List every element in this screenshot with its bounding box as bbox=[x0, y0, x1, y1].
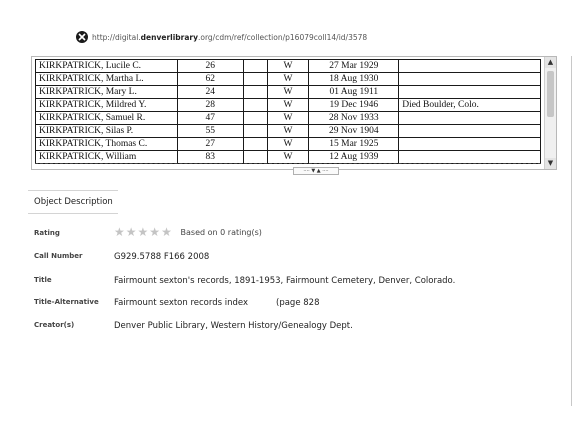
ledger-name-cell: KIRKPATRICK, William bbox=[36, 151, 178, 164]
ledger-race-cell: W bbox=[267, 73, 309, 86]
ledger-row bbox=[36, 99, 541, 112]
ledger-row bbox=[36, 86, 541, 99]
ledger-blank-cell bbox=[243, 73, 267, 86]
ledger-date-cell: 01 Aug 1911 bbox=[309, 86, 399, 99]
ledger-remark-cell bbox=[399, 73, 541, 86]
creators-label: Creator(s) bbox=[34, 321, 75, 329]
ledger-age-cell: 55 bbox=[177, 125, 243, 138]
ledger-date-cell: 12 Aug 1939 bbox=[309, 151, 399, 164]
ledger-age-cell: 27 bbox=[177, 138, 243, 151]
ledger-blank-cell bbox=[243, 125, 267, 138]
ledger-blank-cell bbox=[243, 99, 267, 112]
title-alternative-value bbox=[114, 298, 320, 308]
ledger-race-cell: W bbox=[267, 125, 309, 138]
ledger-age-cell: 28 bbox=[177, 99, 243, 112]
call-number-value: G929.5788 F166 2008 bbox=[114, 252, 210, 262]
ledger-remark-cell bbox=[399, 112, 541, 125]
ledger-name-cell: KIRKPATRICK, Silas P. bbox=[36, 125, 178, 138]
vertical-scrollbar[interactable] bbox=[544, 57, 556, 169]
url-text[interactable] bbox=[92, 33, 367, 42]
rating-star-icon[interactable]: ★ bbox=[125, 225, 137, 239]
ledger-row bbox=[36, 138, 541, 151]
ledger-remark-cell bbox=[399, 125, 541, 138]
rating-value bbox=[114, 227, 262, 238]
address-bar[interactable] bbox=[76, 30, 367, 44]
rating-star-icon[interactable]: ★ bbox=[149, 225, 161, 239]
ledger-row bbox=[36, 60, 541, 73]
title-label: Title bbox=[34, 276, 52, 284]
ledger-name-cell: KIRKPATRICK, Lucile C. bbox=[36, 60, 178, 73]
ledger-date-cell: 29 Nov 1904 bbox=[309, 125, 399, 138]
call-number-label: Call Number bbox=[34, 252, 83, 260]
title-alternative-text: Fairmount sexton records index bbox=[114, 298, 249, 308]
ledger-blank-cell bbox=[243, 112, 267, 125]
ledger-row bbox=[36, 112, 541, 125]
ledger-date-cell: 15 Mar 1925 bbox=[309, 138, 399, 151]
document-image-viewer[interactable] bbox=[31, 56, 557, 170]
rating-star-icon[interactable]: ★ bbox=[161, 225, 172, 239]
tab-object-description[interactable]: Object Description bbox=[28, 190, 118, 214]
ledger-race-cell: W bbox=[267, 86, 309, 99]
url-prefix: http://digital. bbox=[92, 32, 141, 42]
ledger-row bbox=[36, 125, 541, 138]
ledger-remark-cell: Died Boulder, Colo. bbox=[399, 99, 541, 112]
ledger-race-cell: W bbox=[267, 60, 309, 73]
ledger-date-cell: 18 Aug 1930 bbox=[309, 73, 399, 86]
scroll-up-icon[interactable]: ▲ bbox=[545, 57, 556, 68]
ledger-name-cell: KIRKPATRICK, Martha L. bbox=[36, 73, 178, 86]
rating-star-icon[interactable]: ★ bbox=[137, 225, 149, 239]
ledger-row bbox=[36, 151, 541, 164]
ledger-blank-cell bbox=[243, 138, 267, 151]
page-note: (page 828 bbox=[276, 298, 320, 308]
ledger-cutoff-row bbox=[35, 163, 541, 167]
ledger-name-cell: KIRKPATRICK, Mary L. bbox=[36, 86, 178, 99]
ledger-row bbox=[36, 73, 541, 86]
ledger-age-cell: 62 bbox=[177, 73, 243, 86]
ledger-remark-cell bbox=[399, 138, 541, 151]
ledger-remark-cell bbox=[399, 151, 541, 164]
ledger-blank-cell bbox=[243, 86, 267, 99]
title-value: Fairmount sexton's records, 1891-1953, Fairmount Cemetery, Denver, Colorado. bbox=[114, 276, 456, 286]
url-domain: denverlibrary bbox=[140, 32, 198, 42]
ledger-age-cell: 47 bbox=[177, 112, 243, 125]
ledger-race-cell: W bbox=[267, 151, 309, 164]
ledger-name-cell: KIRKPATRICK, Samuel R. bbox=[36, 112, 178, 125]
ledger-date-cell: 19 Dec 1946 bbox=[309, 99, 399, 112]
viewer-pager-control[interactable]: ···· ▼ ▲ ···· bbox=[293, 167, 339, 175]
ledger-race-cell: W bbox=[267, 112, 309, 125]
site-favicon-icon bbox=[76, 31, 88, 43]
ledger-race-cell: W bbox=[267, 99, 309, 112]
ledger-age-cell: 83 bbox=[177, 151, 243, 164]
ledger-remark-cell bbox=[399, 60, 541, 73]
ledger-age-cell: 26 bbox=[177, 60, 243, 73]
scrollbar-thumb[interactable] bbox=[547, 71, 554, 117]
title-alternative-label: Title-Alternative bbox=[34, 298, 99, 306]
rating-label: Rating bbox=[34, 229, 60, 237]
ledger-remark-cell bbox=[399, 86, 541, 99]
ledger-name-cell: KIRKPATRICK, Thomas C. bbox=[36, 138, 178, 151]
ledger-race-cell: W bbox=[267, 138, 309, 151]
panel-divider bbox=[571, 56, 572, 406]
ledger-blank-cell bbox=[243, 151, 267, 164]
url-suffix: .org/cdm/ref/collection/p16079coll14/id/3578 bbox=[198, 32, 368, 42]
ledger-date-cell: 28 Nov 1933 bbox=[309, 112, 399, 125]
ledger-table bbox=[35, 59, 541, 164]
ledger-age-cell: 24 bbox=[177, 86, 243, 99]
rating-star-icon[interactable]: ★ bbox=[114, 225, 125, 239]
scroll-down-icon[interactable]: ▼ bbox=[545, 158, 556, 169]
ledger-blank-cell bbox=[243, 60, 267, 73]
creators-value: Denver Public Library, Western History/Genealogy Dept. bbox=[114, 321, 353, 331]
ledger-date-cell: 27 Mar 1929 bbox=[309, 60, 399, 73]
ledger-name-cell: KIRKPATRICK, Mildred Y. bbox=[36, 99, 178, 112]
rating-note: Based on 0 rating(s) bbox=[180, 228, 262, 237]
rating-stars[interactable] bbox=[114, 227, 172, 238]
